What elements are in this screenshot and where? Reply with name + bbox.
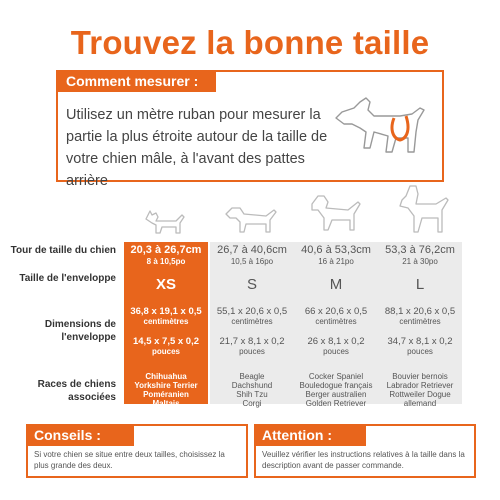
xs-waist-in: 8 à 10,5po (146, 257, 186, 266)
l-size: L (415, 276, 425, 293)
m-dim-cm-unit: centimètres (315, 317, 357, 326)
s-dim-cm: 55,1 x 20,6 x 0,5 (216, 306, 288, 317)
s-size: S (246, 276, 257, 293)
xs-dim-cm-unit: centimètres (143, 317, 189, 326)
l-waist-in: 21 à 30po (402, 257, 438, 266)
m-dim-in: 26 x 8,1 x 0,2 (307, 336, 365, 347)
l-breed: Rottweiler Dogue (389, 390, 451, 399)
tips-header: Conseils : (26, 424, 134, 446)
xs-dim-cm: 36,8 x 19,1 x 0,5 (130, 306, 202, 317)
dog-measure-icon (330, 88, 430, 168)
measure-text: Utilisez un mètre ruban pour mesurer la partie la plus étroite autour de la taille de votre chien mâle, à l'avant des pattes arrière (66, 107, 328, 189)
s-breed: Corgi (242, 399, 262, 408)
tips-text: Si votre chien se situe entre deux tailles, choisissez la plus grande des deux. (34, 450, 225, 470)
xs-breed: Maltais (152, 399, 180, 408)
s-waist-in: 10,5 à 16po (230, 257, 274, 266)
xs-size: XS (155, 276, 176, 293)
attention-text: Veuillez vérifier les instructions relatives à la taille dans la description avant de passer commande. (262, 450, 465, 470)
attention-header: Attention : (254, 424, 366, 446)
m-breed: Berger australien (305, 390, 367, 399)
m-breed: Bouledogue français (299, 381, 373, 390)
page-title: Trouvez la bonne taille (70, 24, 430, 61)
s-dim-cm-unit: centimètres (231, 317, 273, 326)
row-label-dimensions: Dimensions de l'enveloppe (44, 319, 116, 343)
l-dim-in: 34,7 x 8,1 x 0,2 (387, 336, 453, 347)
m-breed: Cocker Spaniel (308, 372, 364, 381)
row-label-waist: Tour de taille du chien (10, 245, 116, 256)
row-label-size: Taille de l'enveloppe (19, 273, 116, 284)
m-dim-cm: 66 x 20,6 x 0,5 (304, 306, 368, 317)
xs-dim-in-unit: pouces (151, 347, 180, 356)
xs-breed: Yorkshire Terrier (134, 381, 198, 390)
m-waist-cm: 40,6 à 53,3cm (301, 244, 371, 256)
xs-dim-in: 14,5 x 7,5 x 0,2 (132, 336, 200, 347)
xs-waist-cm: 20,3 à 26,7cm (130, 244, 202, 256)
l-breed: Labrador Retriever (386, 381, 454, 390)
l-breed: allemand (403, 399, 437, 408)
s-breed: Dachshund (231, 381, 273, 390)
s-breed: Beagle (239, 372, 265, 381)
m-waist-in: 16 à 21po (318, 257, 354, 266)
m-breed: Golden Retriever (305, 399, 367, 408)
s-dim-in: 21,7 x 8,1 x 0,2 (219, 336, 285, 347)
l-dim-in-unit: pouces (407, 347, 433, 356)
m-size: M (329, 276, 343, 293)
dog-l-icon (392, 182, 454, 238)
dog-xs-icon (142, 205, 192, 237)
xs-breed: Chihuahua (145, 372, 187, 381)
row-label-breeds: Races de chiens associées (37, 379, 116, 403)
l-dim-cm: 88,1 x 20,6 x 0,5 (384, 306, 456, 317)
s-dim-in-unit: pouces (239, 347, 265, 356)
m-dim-in-unit: pouces (323, 347, 349, 356)
s-waist-cm: 26,7 à 40,6cm (217, 244, 287, 256)
dog-s-icon (222, 198, 282, 238)
xs-breed: Poméranien (143, 390, 189, 399)
measure-header: Comment mesurer : (56, 70, 216, 92)
l-breed: Bouvier bernois (392, 372, 448, 381)
l-waist-cm: 53,3 à 76,2cm (385, 244, 455, 256)
dog-m-icon (306, 190, 366, 236)
s-breed: Shih Tzu (236, 390, 268, 399)
l-dim-cm-unit: centimètres (399, 317, 441, 326)
